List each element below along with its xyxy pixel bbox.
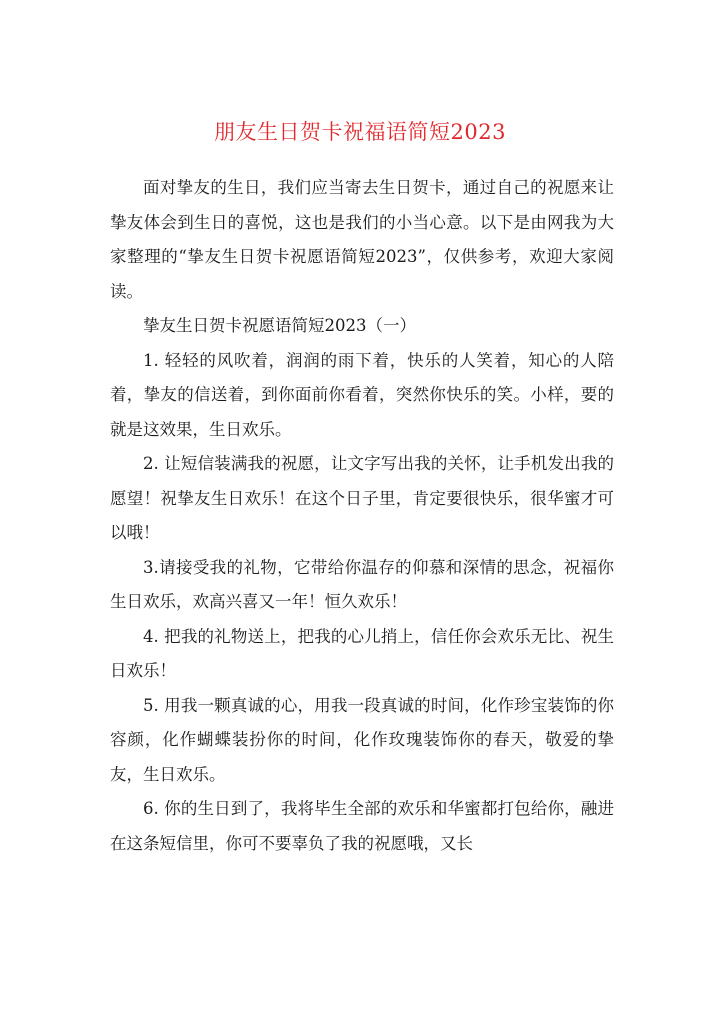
wish-item-5: 5. 用我一颗真诚的心，用我一段真诚的时间，化作珍宝装饰的你容颜，化作蝴蝶装扮你的时间，化作玫瑰装饰你的春天，敬爱的挚友，生日欢乐。 <box>110 695 614 784</box>
section-heading: 挚友生日贺卡祝愿语简短2023（一） <box>143 316 416 335</box>
document-body <box>110 171 614 861</box>
document-title: 朋友生日贺卡祝福语简短2023 <box>214 120 506 144</box>
wish-item-3: 3.请接受我的礼物，它带给你温存的仰慕和深情的思念，祝福你生日欢乐，欢高兴喜又一年！恒久欢乐！ <box>110 557 614 611</box>
wish-item-6: 6. 你的生日到了，我将毕生全部的欢乐和华蜜都打包给你，融进在这条短信里，你可不要辜负了我的祝愿哦，又长 <box>110 799 614 853</box>
wish-item-2: 2. 让短信装满我的祝愿，让文字写出我的关怀，让手机发出我的愿望！祝挚友生日欢乐！在这个日子里，肯定要很快乐，很华蜜才可以哦！ <box>110 454 614 542</box>
intro-paragraph: 面对挚友的生日，我们应当寄去生日贺卡，通过自己的祝愿来让挚友体会到生日的喜悦，这也是我们的小当心意。以下是由网我为大家整理的“挚友生日贺卡祝愿语简短2023”，仅供参考，欢迎大家阅读。 <box>110 178 614 301</box>
wish-item-4: 4. 把我的礼物送上，把我的心儿捎上，信任你会欢乐无比、祝生日欢乐！ <box>110 626 614 680</box>
wish-item-1: 1. 轻轻的风吹着，润润的雨下着，快乐的人笑着，知心的人陪着，挚友的信送着，到你面前你看着，突然你快乐的笑。小样，要的就是这效果，生日欢乐。 <box>110 350 614 439</box>
